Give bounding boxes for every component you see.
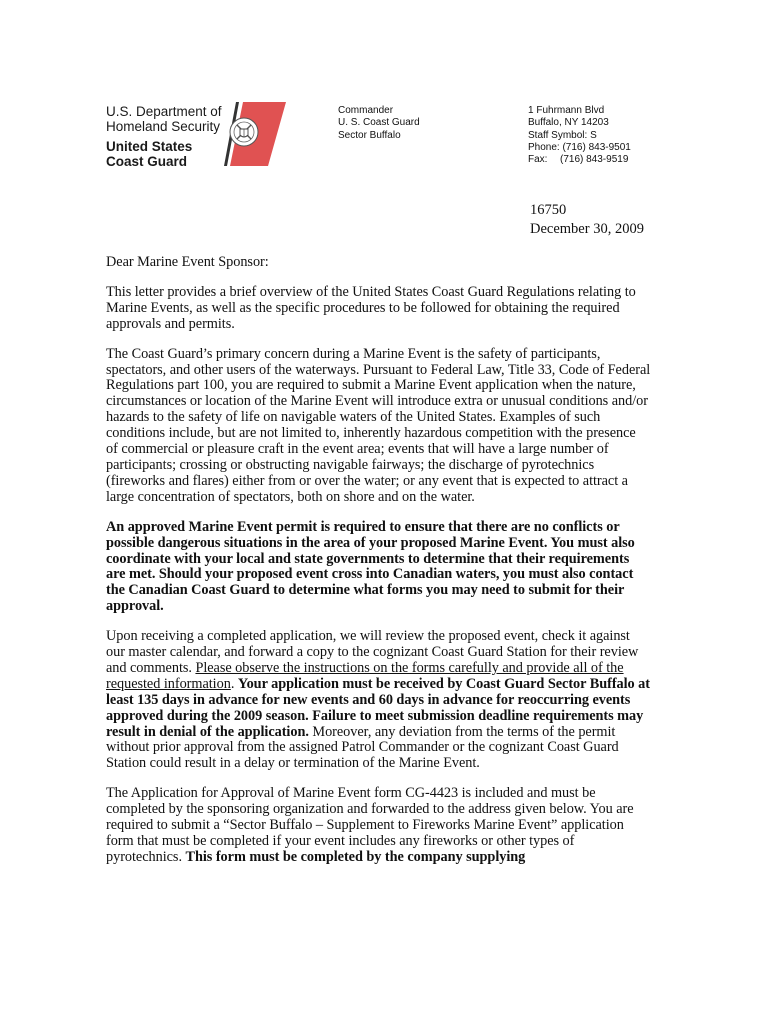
fax-number: (716) 843-9519 bbox=[560, 154, 629, 166]
agency-line-2: Coast Guard bbox=[106, 154, 188, 169]
fireworks-bold: This form must be completed by the company supplying bbox=[185, 848, 526, 865]
instructions-underlined: Please observe the instructions on the forms carefully and provide all of the requested information bbox=[106, 659, 624, 692]
seal-icon bbox=[230, 118, 258, 146]
sender-line-1: Commander bbox=[338, 105, 394, 116]
fax-label: Fax: bbox=[528, 154, 548, 166]
letterhead-department bbox=[106, 104, 222, 169]
city-state-zip: Buffalo, NY 14203 bbox=[528, 117, 609, 129]
deadline-bold: Your application must be received by Coast Guard Sector Buffalo at least 135 days in advance for new events and 60 days in advance for reoccurring events approved during the 2009 season. Failure to meet submission deadline requirements may result in denial of the application. bbox=[106, 675, 650, 740]
review-text-a: Upon receiving a completed application, we will review the proposed event, check it against our master calendar, and forward a copy to the cognizant Coast Guard Station for their review and comments. bbox=[106, 628, 639, 676]
department-line-1: U.S. Department of bbox=[106, 104, 222, 119]
agency-line-1: United States bbox=[106, 139, 193, 154]
fax-line bbox=[528, 154, 631, 166]
paragraph-concern: The Coast Guard’s primary concern during a Marine Event is the safety of participants, spectators, and other users of the waterways. Pursuant to Federal Law, Title 33, Code of Federal Regulations part 100, you are required to submit a Marine Event application when the nature, circumstances or location of the Marine Event will introduce extra or unusual conditions and/or hazards to the safety of life on navigable waters of the United States. Examples of such conditions include, but are not limited to, inherently hazardous competition with the presence of commercial or pleasure craft in the event area; events that will have a large number of participants; crossing or obstructing navigable fairways; the discharge of pyrotechnics (fireworks and flares) either from or over the water; or any event that is expected to attract a large concentration of spectators, both on shore and on the water. bbox=[106, 345, 651, 505]
sender-address bbox=[338, 105, 420, 142]
coast-guard-emblem-icon bbox=[206, 102, 288, 166]
review-text-b: . bbox=[230, 675, 238, 692]
salutation: Dear Marine Event Sponsor: bbox=[106, 254, 269, 270]
ssic-code: 16750 bbox=[530, 202, 567, 218]
application-text: The Application for Approval of Marine Event form CG-4423 is included and must be completed by the sponsoring organization and forwarded to the address given below. You are required to submit a “Sector Buffalo – Supplement to Fireworks Marine Event” application form that must be completed if your event includes any fireworks or other types of pyrotechnics. bbox=[106, 785, 634, 865]
reference-block bbox=[530, 201, 644, 239]
street-address: 1 Fuhrmann Blvd bbox=[528, 105, 605, 116]
sender-line-2: U. S. Coast Guard bbox=[338, 117, 420, 129]
paragraph-application-form bbox=[106, 786, 651, 866]
letter-date: December 30, 2009 bbox=[530, 221, 644, 237]
letter-body bbox=[106, 255, 651, 880]
paragraph-overview: This letter provides a brief overview of the United States Coast Guard Regulations relating to Marine Events, as well as the specific procedures to be followed for obtaining the required approvals and permits. bbox=[106, 283, 636, 332]
contact-block bbox=[528, 105, 631, 166]
paragraph-review-process bbox=[106, 629, 651, 772]
phone-number: Phone: (716) 843-9501 bbox=[528, 141, 631, 153]
sender-line-3: Sector Buffalo bbox=[338, 129, 401, 141]
review-text-c: Moreover, any deviation from the terms of the permit without prior approval from the assigned Patrol Commander or the cognizant Coast Guard Station could result in a delay or termination of the Marine Event. bbox=[106, 723, 619, 772]
paragraph-permit-required: An approved Marine Event permit is required to ensure that there are no conflicts or possible dangerous situations in the area of your proposed Marine Event. You must also coordinate with your local and state governments to determine that their requirements are met. Should your proposed event cross into Canadian waters, you must also contact the Canadian Coast Guard to determine what forms you may need to submit for their approval. bbox=[106, 518, 635, 615]
staff-symbol: Staff Symbol: S bbox=[528, 129, 597, 141]
department-line-2: Homeland Security bbox=[106, 119, 221, 134]
